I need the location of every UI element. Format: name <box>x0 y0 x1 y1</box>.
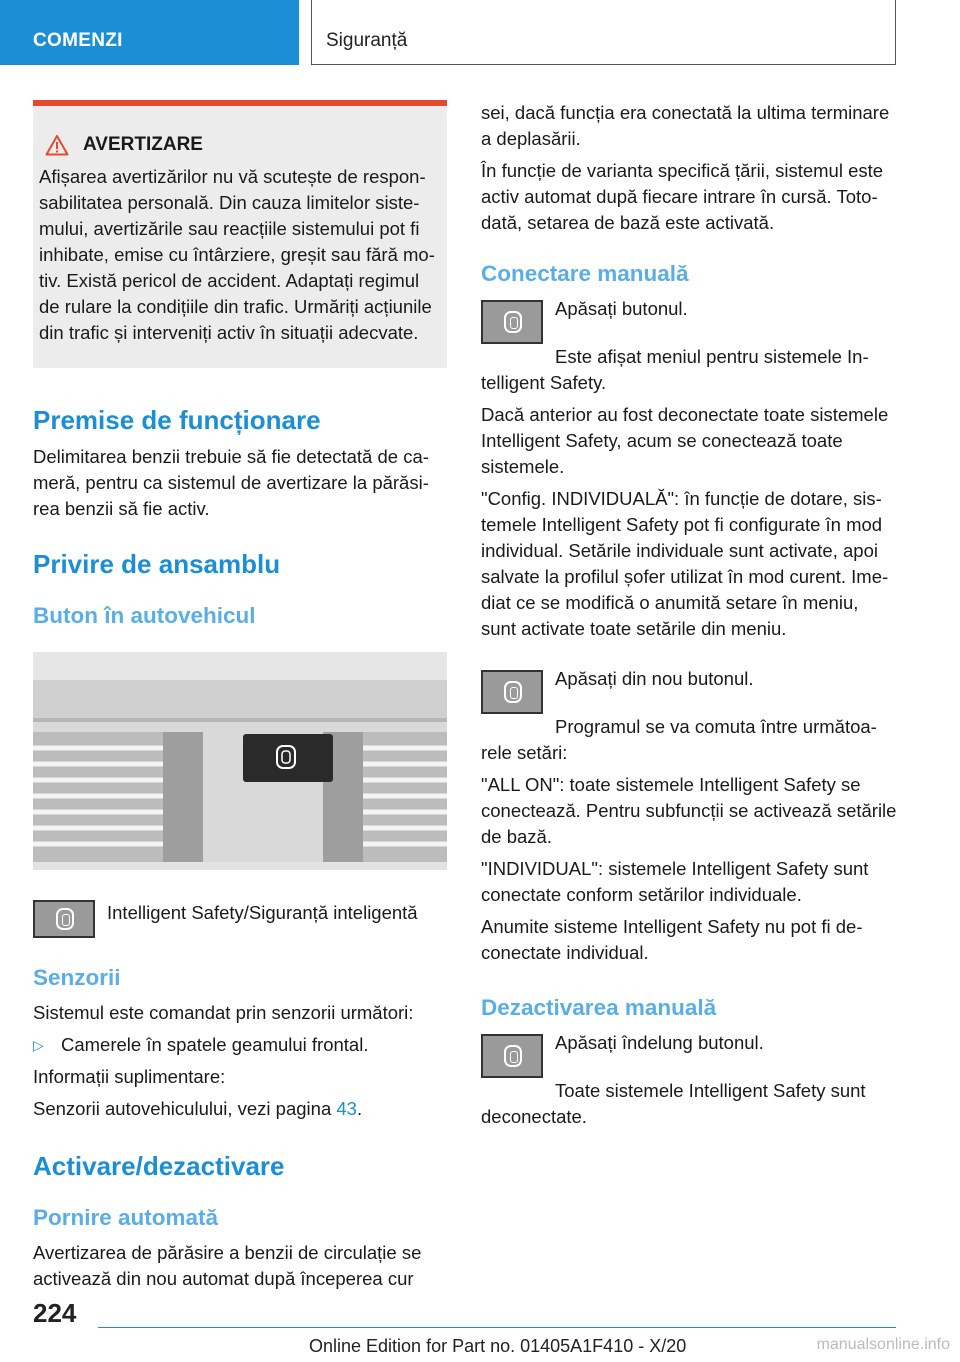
press-again-button-row <box>481 666 897 714</box>
button-in-car-heading: Buton în autovehicul <box>33 603 256 628</box>
intelligent-safety-button-icon <box>481 670 543 714</box>
manual-connect-heading: Conectare manuală <box>481 261 689 286</box>
variant-text: În funcție de varianta specifică țării, sistemul este activ automat după fiecare intrare în cursă. Totodată, setarea de bază este activată. <box>481 160 884 233</box>
sensor-bullet-text: Camerele în spatele geamului frontal. <box>61 1034 369 1055</box>
warning-title-row <box>45 132 447 158</box>
all-on-text: "ALL ON": toate sistemele Intelligent Safety se conectează. Pentru subfuncții se activează setările de bază. <box>481 774 897 847</box>
premise-text: Delimitarea benzii trebuie să fie detectată de cameră, pentru ca sistemul de avertizare la părăsirea benzii să fie activ. <box>33 446 429 519</box>
press-long-text: Apăsați îndelung butonul. <box>555 1032 764 1053</box>
intelligent-safety-button-icon <box>33 900 95 938</box>
activation-heading: Activare/dezactivare <box>33 1151 285 1181</box>
if-disconnected-text: Dacă anterior au fost deconectate toate sistemele Intelligent Safety, acum se conectează toate sistemele. <box>481 404 889 477</box>
premise-heading: Premise de funcționare <box>33 405 321 435</box>
footer-edition: Online Edition for Part no. 01405A1F410 - X/20 <box>309 1336 687 1356</box>
sensors-heading: Senzorii <box>33 965 121 990</box>
right-column <box>481 100 897 1136</box>
page-link[interactable]: 43 <box>336 1098 357 1119</box>
intelligent-safety-button-icon <box>481 300 543 344</box>
continued-text: sei, dacă funcția era conectată la ultima terminare a deplasării. <box>481 102 890 149</box>
button-caption: Intelligent Safety/Siguranță inteligentă <box>107 902 418 923</box>
deactivation-button-row <box>481 1030 897 1078</box>
manual-connect-button-row <box>481 296 897 344</box>
intelligent-safety-button-icon <box>481 1034 543 1078</box>
press-again-text: Apăsați din nou butonul. <box>555 668 754 689</box>
manual-deactivation-heading: Dezactivarea manuală <box>481 995 717 1020</box>
all-disconnected-text: Toate sistemele Intelligent Safety sunt deconectate. <box>481 1080 866 1127</box>
warning-body: Afișarea avertizărilor nu vă scutește de responsabilitatea personală. Din cauza limitelor sistemului, avertizările sau reacțiile sistemului pot fi inhibate, emise cu întârziere, greșit sau fără motiv. Există pericol de accident. Adaptați regimul de rulare la condițiile din trafic. Urmăriți acțiunile din trafic și interveniți activ în situații adecvate. <box>39 166 435 343</box>
config-text: "Config. INDIVIDUALĂ": în funcție de dotare, sistemele Intelligent Safety pot fi configurate în mod individual. Setările individuale sunt activate, apoi salvate la profilul șofer utilizat în mod curent. Imediat ce se modifică o anumită setare în meniu, sunt activate toate setările din meniu. <box>481 488 889 639</box>
header-chapter-tab <box>311 0 896 65</box>
warning-title: AVERTIZARE <box>83 134 203 155</box>
bullet-triangle-icon: ▷ <box>33 1037 44 1053</box>
left-column <box>33 100 447 1298</box>
auto-start-text: Avertizarea de părăsire a benzii de circulație se activează din nou automat după începerea cur <box>33 1242 422 1289</box>
menu-shown-text: Este afișat meniul pentru sistemele Intelligent Safety. <box>481 346 869 393</box>
some-systems-text: Anumite sisteme Intelligent Safety nu pot fi deconectate individual. <box>481 916 863 963</box>
individual-text: "INDIVIDUAL": sistemele Intelligent Safety sunt conectate conform setărilor individuale. <box>481 858 869 905</box>
sensors-info-label: Informații suplimentare: <box>33 1066 226 1087</box>
overview-button-row <box>33 896 447 938</box>
sensors-info-end: . <box>356 1098 363 1119</box>
page-number: 224 <box>33 1298 77 1328</box>
header-section: COMENZI <box>33 30 123 51</box>
sensors-info <box>33 1096 447 1122</box>
auto-start-heading: Pornire automată <box>33 1205 219 1230</box>
dashboard-button-image <box>33 652 447 870</box>
warning-triangle-icon <box>45 134 69 156</box>
press-button-text: Apăsați butonul. <box>555 298 688 319</box>
header-chapter: Siguranță <box>326 30 408 51</box>
program-switch-text: Programul se va comuta între următoarele setări: <box>481 716 877 763</box>
sensors-intro: Sistemul este comandat prin senzorii următori: <box>33 1002 414 1023</box>
footer-watermark: manualsonline.info <box>816 1336 950 1353</box>
sensors-info-text: Senzorii autovehiculului, vezi pagina <box>33 1098 337 1119</box>
overview-heading: Privire de ansamblu <box>33 549 281 579</box>
warning-box <box>33 100 447 368</box>
header-section-tab <box>0 0 299 65</box>
footer-divider <box>98 1327 896 1328</box>
sensor-bullet-item <box>33 1032 447 1058</box>
